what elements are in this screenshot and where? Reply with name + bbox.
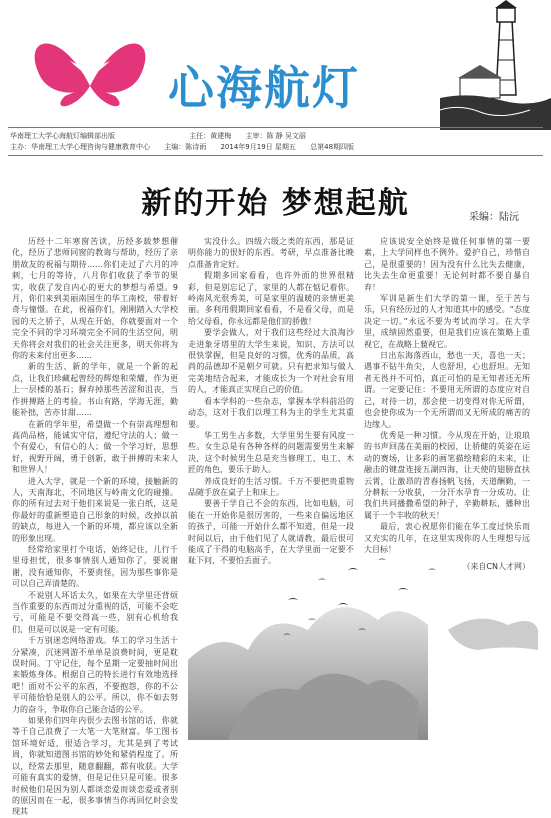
article-column-3	[364, 236, 530, 572]
paragraph: 不说别人坏话太久，如果在大学里还背烦当作重要的东西而过分重视的话，可能不会吃亏，可能是不要交得高一些，别有心机给我们，但是可以说是一定有可能。	[12, 590, 178, 634]
paragraph: 军训是新生们大学的第一课，至于苦与乐，只有经历过的人才知道其中的感受。“态度决定一切。”永远不要为考试而学习。在大学里，成绩固然重要，但是我们应该在策略上重视它，在战略上藐视它。	[364, 294, 530, 349]
director: 主任：黄建梅	[189, 132, 232, 140]
editor-in-chief: 主编：陈诗雨	[164, 143, 207, 151]
clouds-birds-illustration	[188, 510, 538, 740]
paragraph: 经常给家里打个电话，始终记住，儿行千里母担忧，很多事情别人通知你了，要说谢谢，没有通知你，不要责怪，因为那些事你是可以自己弄清楚的。	[12, 544, 178, 589]
paragraph: 假期多回家看看，也许外面的世界很精彩，但是别忘记了，家里的人都在惦记着你。岭南风光很秀美，可是家里的温暖的亲情更美丽。多利用假期回家看看，不是看父母，而是给父母看，你永远都是他们的骄傲！	[188, 271, 354, 326]
paragraph: 新的生活、新的学年，就是一个新的起点，让我们珍藏起曾经的辉煌和荣耀，作为更上一层楼的基石；摒弃掉那些苦涩和沮丧，当作拼搏路上的考验。书山有路，学海无涯，勤能补拙，苦亦甘甜……	[12, 362, 178, 418]
divider-top	[8, 127, 543, 128]
article-column-1	[12, 236, 178, 817]
paragraph: 历经十二年寒窗苦读，历经多载梦想催化，经历了悲师同窗的教诲与帮助，经历了亲朋故友的祝福与期待……你们走过了六月的冲刺，七月的等待，八月你们收获了季节的果实，收获了发自内心的更大的梦想与希望。9月，你们来到美丽南国生的华工南校，带着好奇与憧憬。在此，祝福你们，刚刚踏入大学校园的天之骄子，从现在开始，你就要面对一个完全不同的学习环境完全不同的生活空间，明天你将会对我们的社会关注更多，明天你将为你的未来付出更多……	[12, 237, 178, 361]
masthead	[0, 0, 551, 151]
article-author: 采编：陆沅	[469, 212, 519, 223]
issue-number: 总第48期四版	[310, 143, 355, 151]
masthead-info-line1	[10, 131, 318, 141]
paragraph: 千万别迷恋网络游戏。华工的学习生活十分紧凑，沉迷网游不单单是浪费时间，更是耽误时间。丁守记住，每个星期一定要抽时间出来锻炼身体。根据自己的特长进行有效地选择吧！面对不公平的东西，不要抱怨，你的不公平可能恰恰是别人的公平。所以，你不如去努力的奋斗，争取你自己能合适的公平。	[12, 636, 178, 714]
butterfly-logo-icon	[20, 16, 160, 116]
paragraph: 养成良好的生活习惯。千万不要把贵重物品随手放在桌子上和床上。	[188, 476, 354, 497]
paragraph: 进入大学，就是一个新的环境，接触新的人，天南海北，不同地区与岭南文化的碰撞。你的所有过去对于他们来说是一张白纸，这是你最好的重新塑造自己形象的时候，改掉以前的缺点，每进入一个新的环境，都应该以全新的形象出现。	[12, 476, 178, 543]
lighthouse-icon	[440, 0, 551, 130]
paragraph: 如果你们四年内很少去图书馆的话，你就等于自己浪费了一大笔一大笔财富。华工图书馆环境好适，很适合学习，尤其是到了考试周，你就知道图书馆的妙处和紧俏程度了。所以，经常去那里，随意翻翻，都有收获。大学可能有真实的爱情，但是记住只是可能。很多时候他们是因为别人都谈恋爱而谈恋爱或者别的原因而在一起，很多事情当你再回忆时会发现其	[12, 716, 178, 817]
paragraph: 最后，衷心祝愿你们能在华工度过快乐而又充实的几年，在这里实现你的人生理想与远大目标！	[364, 522, 530, 554]
paragraph: 要善于学自己不会的东西，比如电脑，可能在一开始你是很厉害的，一些来自偏远地区的孩子，可能一开始什么都不知道，但是一段时间以后，由于他们见了人就请教，最后很可能成了干得的电脑高手，在大学里面一定要不耻下问，不要怕丢面子。	[188, 499, 354, 566]
article-headline: 新的开始 梦想起航	[141, 186, 410, 221]
paragraph: 日出东海落西山，愁也一天，喜也一天；遇事不钻牛角尖，人也舒坦，心也舒坦。无知者无畏并不可怕，真正可怕的是无知者还无所谓。一定要记住：不要用无所谓的态度应对自己，对待一切，那会使一切变得对你无所谓，也会使你成为一个无所谓而又无所成的痛苦的边缘人。	[364, 351, 530, 429]
paragraph: 在新的学年里，希望做一个有崇高理想和高尚品格，能诚实守信，遵纪守法的人；做一个有爱心，有信心的人；做一个学习好，思想好，视野开阔，勇于创新，敢于拼搏的未来人和世界人！	[12, 419, 178, 475]
paragraph: 华工男生占多数，大学里男生要有风度一些。女生总是有各种各样的问题需要男生来解决，这个时候男生总是充当修理工、电工、木匠的角色，要乐于助人。	[188, 430, 354, 475]
publisher: 华南理工大学心海航灯编辑部出版	[10, 132, 115, 140]
masthead-info-line2	[10, 142, 366, 152]
reviewer: 主审：陈 静 吴文丽	[245, 132, 306, 140]
article-source: （来自CN人才网）	[462, 562, 530, 572]
divider-bottom	[8, 155, 543, 156]
article-column-2	[188, 236, 354, 566]
issue-date: 2014年9月19日 星期五	[220, 143, 296, 151]
paragraph: 实没什么。四级六级之类的东西，那是证明你能力的很好的东西。考研，早点准备比晚点准备肯定好。	[188, 237, 354, 269]
organizer: 主办：华南理工大学心理咨询与健康教育中心	[10, 143, 150, 151]
paragraph: 优秀是一种习惯。今从现在开始，让琅琅的书声回荡在美丽的校园，让骄健的英姿在运动的赛场，让多彩的画笔描绘精彩的未来，让融击的键盘连接五湖四海，让天使的翅膀直扶云霄，让激昂的青春扬帆飞扬，天道酬勤，一分耕耘一分收获，一分汗水孕育一分成功。让我们共同播撒希望的种子，辛勤耕耘，播种出属于一个丰收的秋天！	[364, 430, 530, 520]
paragraph: 应该说安全始终是做任何事情的第一要素，上大学同样也不例外。爱护自己，珍惜自己，是很重要的！因为没有什么比失去健康，比失去生命更重要！无论何时都不要自暴自弃！	[364, 237, 530, 292]
paragraph: 要学会做人，对于我们这些经过大浪淘沙走进象牙塔里的大学生来说，知识、方法可以很快掌握，但是良好的习惯，优秀的品质，高尚的品德却不是朝夕可就。只有把求知与做人完美地结合起来，才能成长为一个对社会有用的人，才能真正实现自己的价值。	[188, 328, 354, 395]
newspaper-title: 心海航灯	[168, 61, 360, 115]
paragraph: 看本学科的一些杂志，掌握本学科前沿的动态，这对于我们以理工科为主的学生尤其重要。	[188, 396, 354, 429]
